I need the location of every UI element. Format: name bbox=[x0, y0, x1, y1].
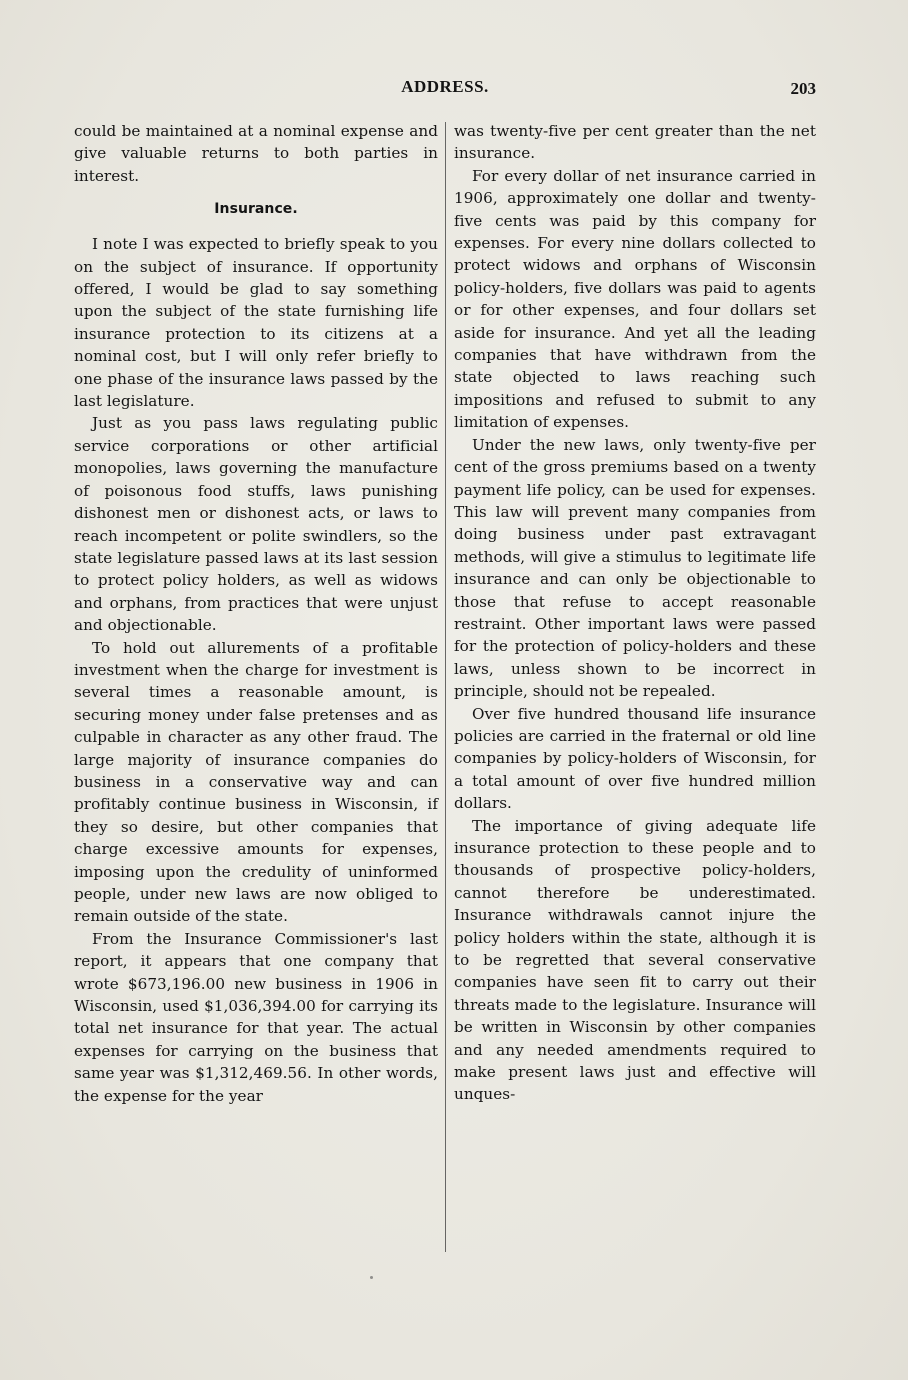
right-column bbox=[454, 120, 816, 1106]
paragraph: To hold out allurements of a profitable investment when the charge for investment is several times a reasonable amount, is securing money under false pretenses and as culpable in character as any other fraud. The large majority of insurance companies do business in a conservative way and can profitably continue business in Wisconsin, if they so desire, but other companies that charge excessive amounts for expenses, imposing upon the credulity of uninformed people, under new laws are now obliged to remain outside of the state. bbox=[74, 638, 438, 926]
paragraph: From the Insurance Commissioner's last report, it appears that one company that wrote $673,196.00 new business in 1906 in Wisconsin, used $1,036,394.00 for carrying its total net insurance for that year. The actual expenses for carrying on the business that same year was $1,312,469.56. In other words, the expense for the year bbox=[74, 929, 438, 1105]
column-divider bbox=[445, 122, 446, 1252]
page-header bbox=[74, 73, 816, 101]
running-head: ADDRESS. bbox=[401, 77, 489, 96]
left-column bbox=[74, 120, 438, 1107]
paragraph: Just as you pass laws regulating public service corporations or other artificial monopolies, laws governing the manufacture of poisonous food stuffs, laws punishing dishonest men or dishonest acts, or laws to reach incompetent or polite swindlers, so the state legislature passed laws at its last session to protect policy holders, as well as widows and orphans, from practices that were unjust and objectionable. bbox=[74, 414, 438, 635]
paragraph: For every dollar of net insurance carried in 1906, approximately one dollar and twenty-five cents was paid by this company for expenses. For every nine dollars collected to protect widows and orphans of Wisconsin policy-holders, five dollars was paid to agents or for other expenses, and four dollars set aside for insurance. And yet all the leading companies that have withdrawn from the state objected to laws reaching such impositions and refused to submit to any limitation of expenses. bbox=[454, 166, 816, 432]
paragraph: The importance of giving adequate life insurance protection to these people and to thousands of prospective policy-holders, cannot therefore be underestimated. Insurance withdrawals cannot injure the policy holders within the state, although it is to be regretted that several conservative companies have seen fit to carry out their threats made to the legislature. Insurance will be written in Wisconsin by other companies and any needed amendments required to make present laws just and effective will unques- bbox=[454, 816, 816, 1104]
paragraph: could be maintained at a nominal expense and give valuable returns to both parties in interest. bbox=[74, 122, 438, 185]
paragraph: was twenty-five per cent greater than the net insurance. bbox=[454, 122, 816, 163]
paragraph: Under the new laws, only twenty-five per cent of the gross premiums based on a twenty payment life policy, can be used for expenses. This law will prevent many companies from doing business under past extravagant methods, will give a stimulus to legitimate life insurance and can only be objectionable to those that refuse to accept reasonable restraint. Other important laws were passed for the protection of policy-holders and these laws, unless shown to be incorrect in principle, should not be repealed. bbox=[454, 435, 816, 701]
paragraph: Over five hundred thousand life insurance policies are carried in the fraternal or old line companies by policy-holders of Wisconsin, for a total amount of over five hundred million dollars. bbox=[454, 704, 816, 813]
page-number: 203 bbox=[790, 79, 816, 98]
print-speck bbox=[370, 1276, 373, 1279]
section-heading: Insurance. bbox=[214, 201, 298, 218]
paragraph: I note I was expected to briefly speak to you on the subject of insurance. If opportunity offered, I would be glad to say something upon the subject of the state furnishing life insurance protection to its citizens at a nominal cost, but I will only refer briefly to one phase of the insurance laws passed by the last legislature. bbox=[74, 235, 438, 411]
